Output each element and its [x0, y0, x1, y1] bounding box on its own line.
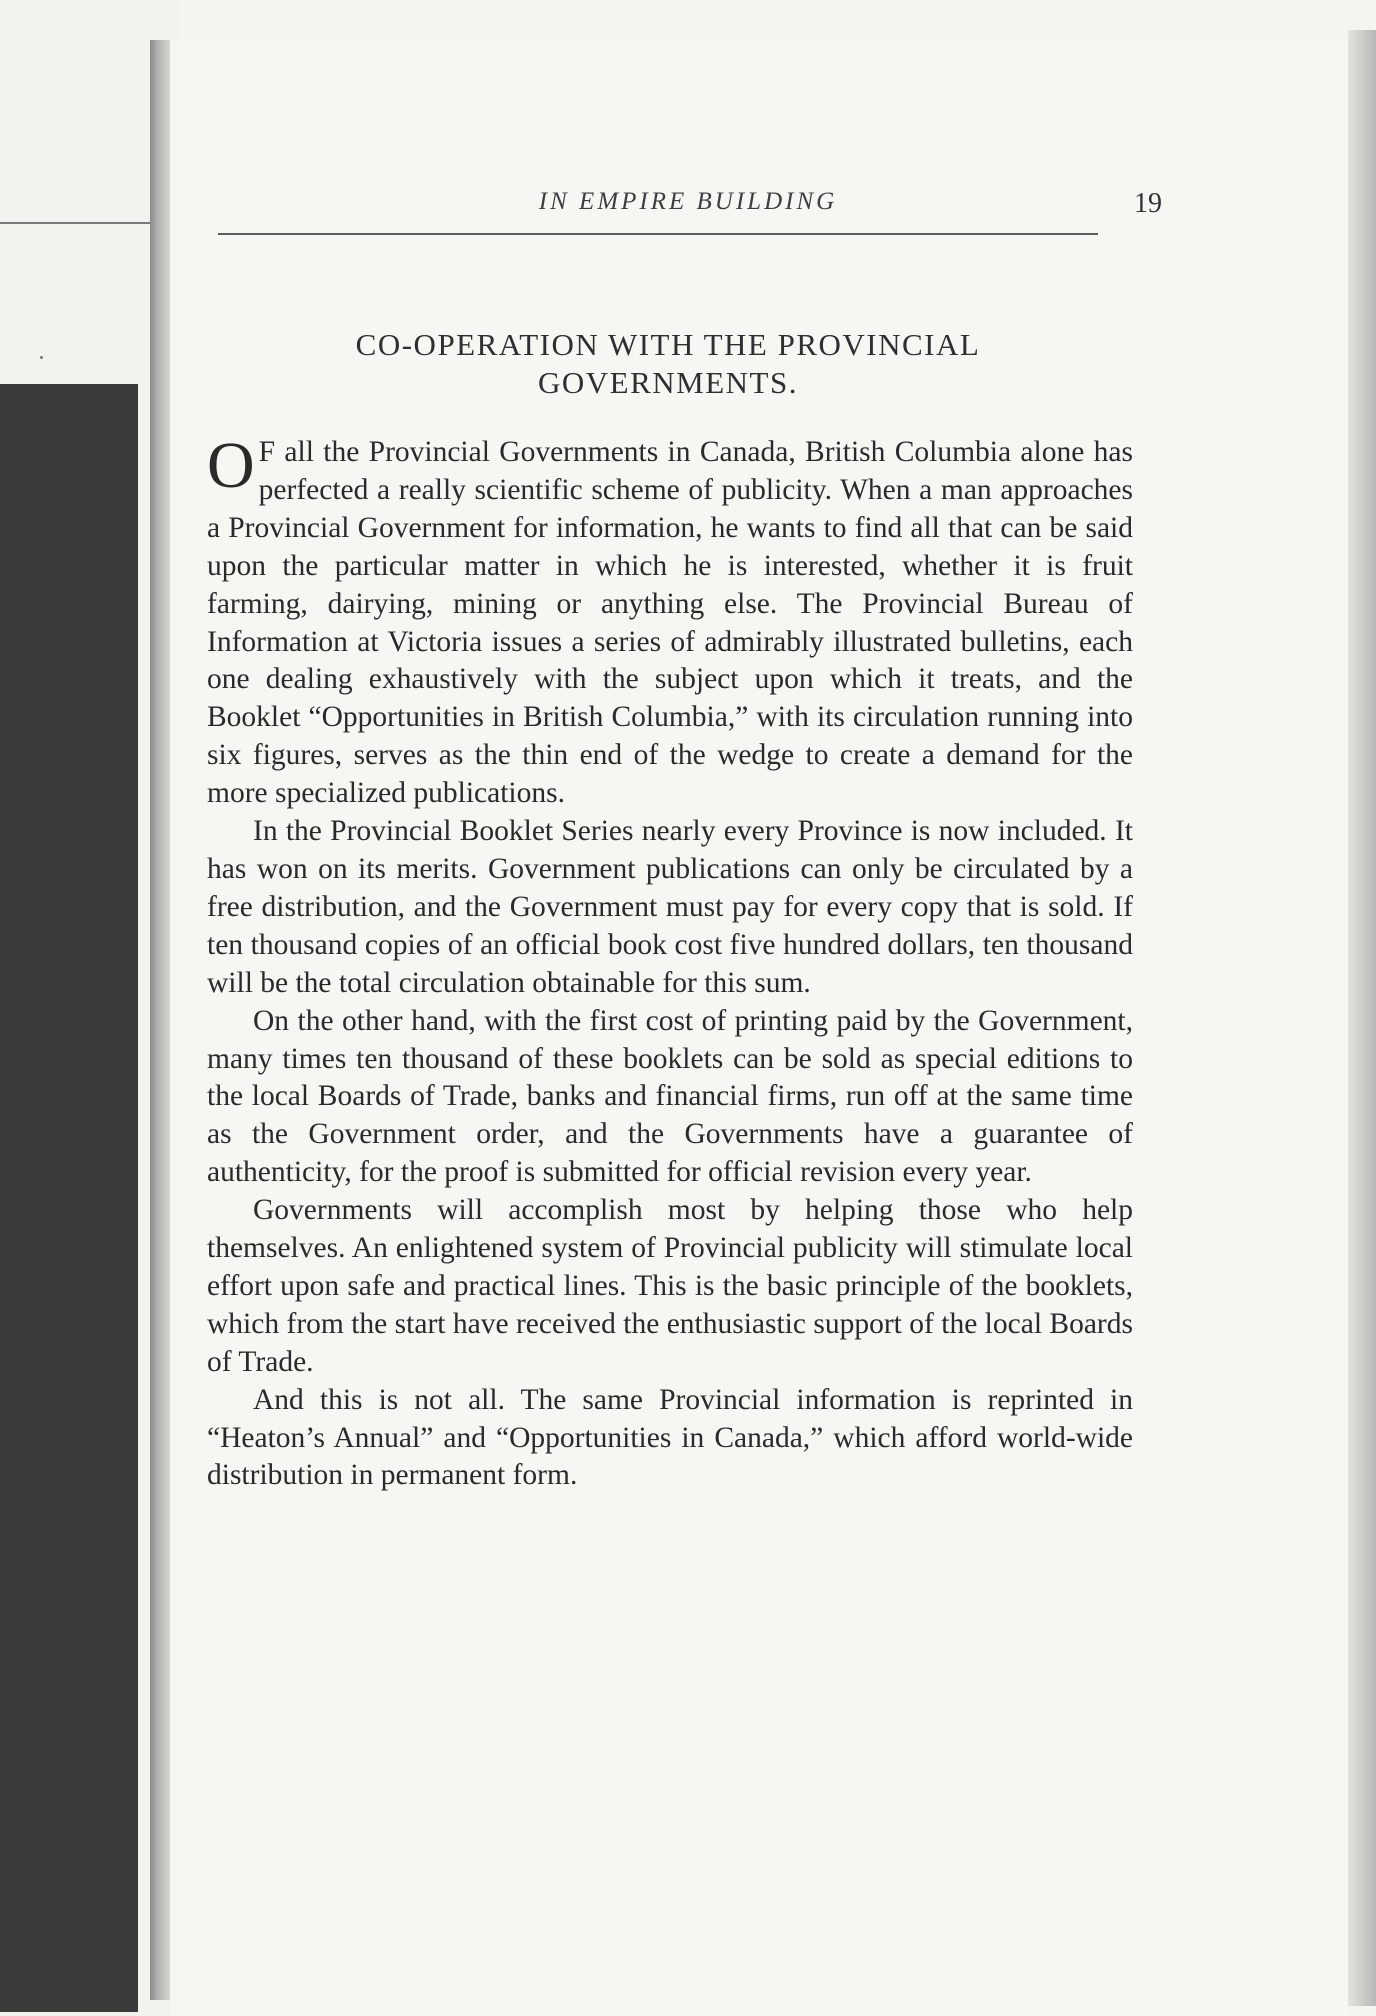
paragraph-3: On the other hand, with the first cost of printing paid by the Government, many times ten thousand of these booklets can be sold as special editions to the local Boards of Trade, banks and financial firms, run off at the same time as the Government order, and the Governments have a guarantee of authenticity, for the proof is submitted for official revision every year.: [207, 1004, 1133, 1189]
heading-line-1: CO-OPERATION WITH THE PROVINCIAL: [355, 327, 981, 362]
paragraph-1-text: F all the Provincial Governments in Canada, British Columbia alone has perfected a really scientific scheme of publicity. When a man approaches a Provincial Government for information, he wants to find all that can be said upon the particular matter in which he is interested, whether it is fruit farming, dairying, mining or anything else. The Provincial Bureau of Information at Victoria issues a series of admirably illustrated bulletins, each one dealing exhaustively with the subject upon which it treats, and the Booklet “Opportunities in British Columbia,” with its circulation running into six figures, serves as the thin end of the wedge to create a demand for the more specialized publications.: [207, 436, 1133, 810]
paragraph-5: And this is not all. The same Provincial information is reprinted in “Heaton’s Annual” and “Opportunities in Canada,” which afford world-wide distribution in permanent form.: [207, 1383, 1133, 1492]
article-body: [207, 429, 1133, 1495]
book-gutter: [150, 40, 170, 2000]
facing-page-plate: [0, 384, 138, 2012]
paragraph-1: [207, 429, 1133, 813]
running-head-title: IN EMPIRE BUILDING: [538, 188, 838, 215]
running-head: [218, 188, 1162, 228]
page-number: 19: [1134, 188, 1162, 219]
paragraph-4: Governments will accomplish most by helping those who help themselves. An enlightened system of Provincial publicity will stimulate local effort upon safe and practical lines. This is the basic principle of the booklets, which from the start have received the enthusiastic support of the local Boards of Trade.: [207, 1194, 1133, 1378]
page-edge: [1348, 30, 1376, 2006]
running-head-rule: [218, 233, 1098, 235]
article-heading: [218, 326, 1118, 402]
facing-page-rule: [0, 222, 158, 224]
heading-line-2: GOVERNMENTS.: [538, 365, 798, 400]
drop-cap: O: [207, 429, 255, 502]
paragraph-2: In the Provincial Booklet Series nearly every Province is now included. It has won on its merits. Government publications can only be circulated by a free distribution, and the Government must pay for every copy that is sold. If ten thousand copies of an official book cost five hundred dollars, ten thousand will be the total circulation obtainable for this sum.: [207, 815, 1133, 999]
speck: [40, 356, 43, 359]
